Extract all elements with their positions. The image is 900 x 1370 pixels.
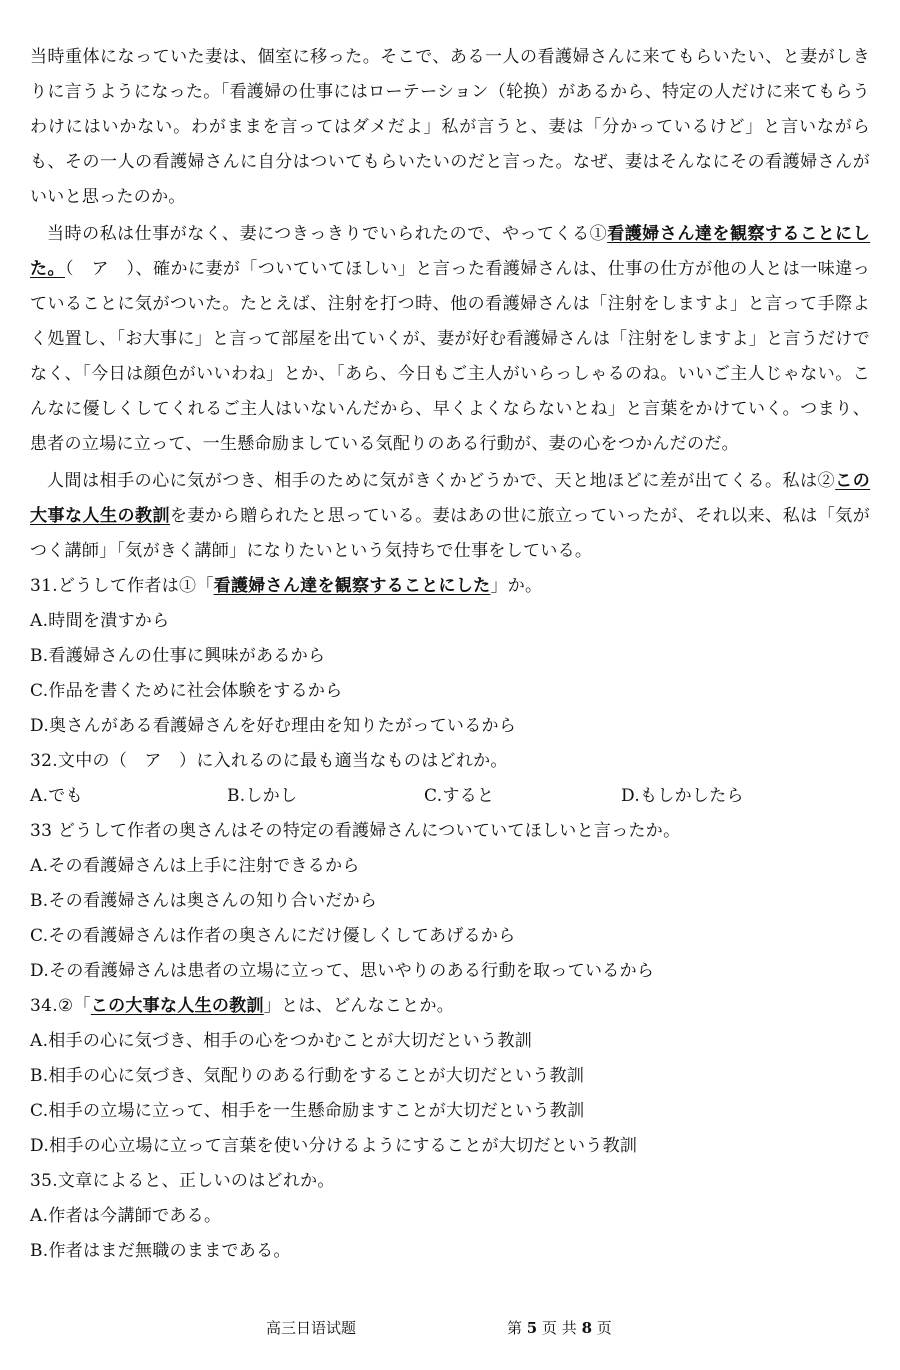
stem-text: 」とは、どんなことか。	[263, 996, 455, 1016]
question-31-stem	[30, 569, 870, 604]
question-32-option-d: D.もしかしたら	[621, 786, 744, 806]
question-33-stem: 33 どうして作者の奥さんはその特定の看護婦さんについていてほしいと言ったか。	[30, 821, 681, 841]
question-31-option-a: A.時間を潰すから	[30, 611, 170, 631]
question-35-stem: 35.文章によると、正しいのはどれか。	[30, 1171, 335, 1191]
passage-paragraph-2	[30, 217, 870, 462]
passage-text: 当時の私は仕事がなく、妻につきっきりでいられたので、やってくる①	[47, 224, 608, 244]
question-33-option-d: D.その看護婦さんは患者の立場に立って、思いやりのある行動を取っているから	[30, 961, 655, 981]
page-number	[507, 1317, 612, 1338]
passage-paragraph-3	[30, 464, 870, 569]
question-34-option-c: C.相手の立場に立って、相手を一生懸命励ますことが大切だという教訓	[30, 1101, 585, 1121]
question-32-option-c: C.すると	[424, 786, 495, 806]
underlined-phrase-2: この大事な人生の教訓	[30, 471, 870, 526]
question-34-option-a: A.相手の心に気づき、相手の心をつかむことが大切だという教訓	[30, 1031, 532, 1051]
question-34-stem	[30, 989, 870, 1024]
question-32-options	[30, 779, 870, 814]
question-34-option-b: B.相手の心に気づき、気配りのある行動をすることが大切だという教訓	[30, 1066, 585, 1086]
reading-content	[30, 40, 870, 1269]
question-33-option-a: A.その看護婦さんは上手に注射できるから	[30, 856, 360, 876]
page-mid: 页 共	[542, 1319, 577, 1337]
question-31-option-c: C.作品を書くために社会体験をするから	[30, 681, 343, 701]
passage-text: 人間は相手の心に気がつき、相手のために気がきくかどうかで、天と地ほどに差が出てくる。私は②	[47, 471, 836, 491]
question-34-option-d: D.相手の心立場に立って言葉を使い分けるようにすることが大切だという教訓	[30, 1136, 638, 1156]
page-footer	[0, 1317, 900, 1341]
question-31-option-d: D.奥さんがある看護婦さんを好む理由を知りたがっているから	[30, 716, 517, 736]
question-32-stem: 32.文中の（ ア ）に入れるのに最も適当なものはどれか。	[30, 751, 508, 771]
question-32-option-a: A.でも	[30, 786, 83, 806]
question-35-option-b: B.作者はまだ無職のままである。	[30, 1241, 291, 1261]
stem-text: 31.どうして作者は①「	[30, 576, 214, 596]
question-33-option-b: B.その看護婦さんは奥さんの知り合いだから	[30, 891, 378, 911]
stem-text: 」か。	[490, 576, 543, 596]
passage-paragraph-1: 当時重体になっていた妻は、個室に移った。そこで、ある一人の看護婦さんに来てもらいたい、と妻がしきりに言うようになった。「看護婦の仕事にはローテーション（轮换）があるから、特定の人だけに来てもらうわけにはいかない。わがままを言ってはダメだよ」私が言うと、妻は「分かっているけど」と言いながらも、その一人の看護婦さんに自分はついてもらいたいのだと言った。なぜ、妻はそんなにその看護婦さんがいいと思ったのか。	[30, 47, 870, 207]
question-32-option-b: B.しかし	[227, 786, 298, 806]
underlined-phrase-1: 看護婦さん達を観察することにした。	[30, 224, 871, 279]
stem-text: 34.②「	[30, 996, 91, 1016]
question-31-option-b: B.看護婦さんの仕事に興味があるから	[30, 646, 326, 666]
page-prefix: 第	[507, 1319, 523, 1337]
question-35-option-a: A.作者は今講師である。	[30, 1206, 222, 1226]
footer-title: 高三日语试题	[266, 1319, 357, 1337]
passage-text: （ ア ）、確かに妻が「ついていてほしい」と言った看護婦さんは、仕事の仕方が他の人とは一味違っていることに気がついた。たとえば、注射を打つ時、他の看護婦さんは「注射をしますよ」と言って手際よく処置し、「お大事に」と言って部屋を出ていくが、妻が好む看護婦さんは「注射をしますよ」と言うだけでなく、「今日は顔色がいいわね」とか、「あら、今日もご主人がいらっしゃるのね。いいご主人じゃない。こんなに優しくしてくれるご主人はいないんだから、早くよくならないとね」と言葉をかけていく。つまり、患者の立場に立って、一生懸命励ましている気配りのある行動が、妻の心をつかんだのだ。	[30, 259, 870, 454]
question-33-option-c: C.その看護婦さんは作者の奥さんにだけ優しくしてあげるから	[30, 926, 516, 946]
total-pages: 8	[581, 1319, 593, 1337]
underlined-phrase: この大事な人生の教訓	[90, 996, 264, 1016]
underlined-phrase: 看護婦さん達を観察することにした	[213, 576, 491, 596]
passage-text: を妻から贈られたと思っている。妻はあの世に旅立っていったが、それ以来、私は「気がつく講師」「気がきく講師」になりたいという気持ちで仕事をしている。	[30, 506, 871, 561]
page-suffix: 页	[596, 1319, 612, 1337]
current-page: 5	[526, 1319, 538, 1337]
